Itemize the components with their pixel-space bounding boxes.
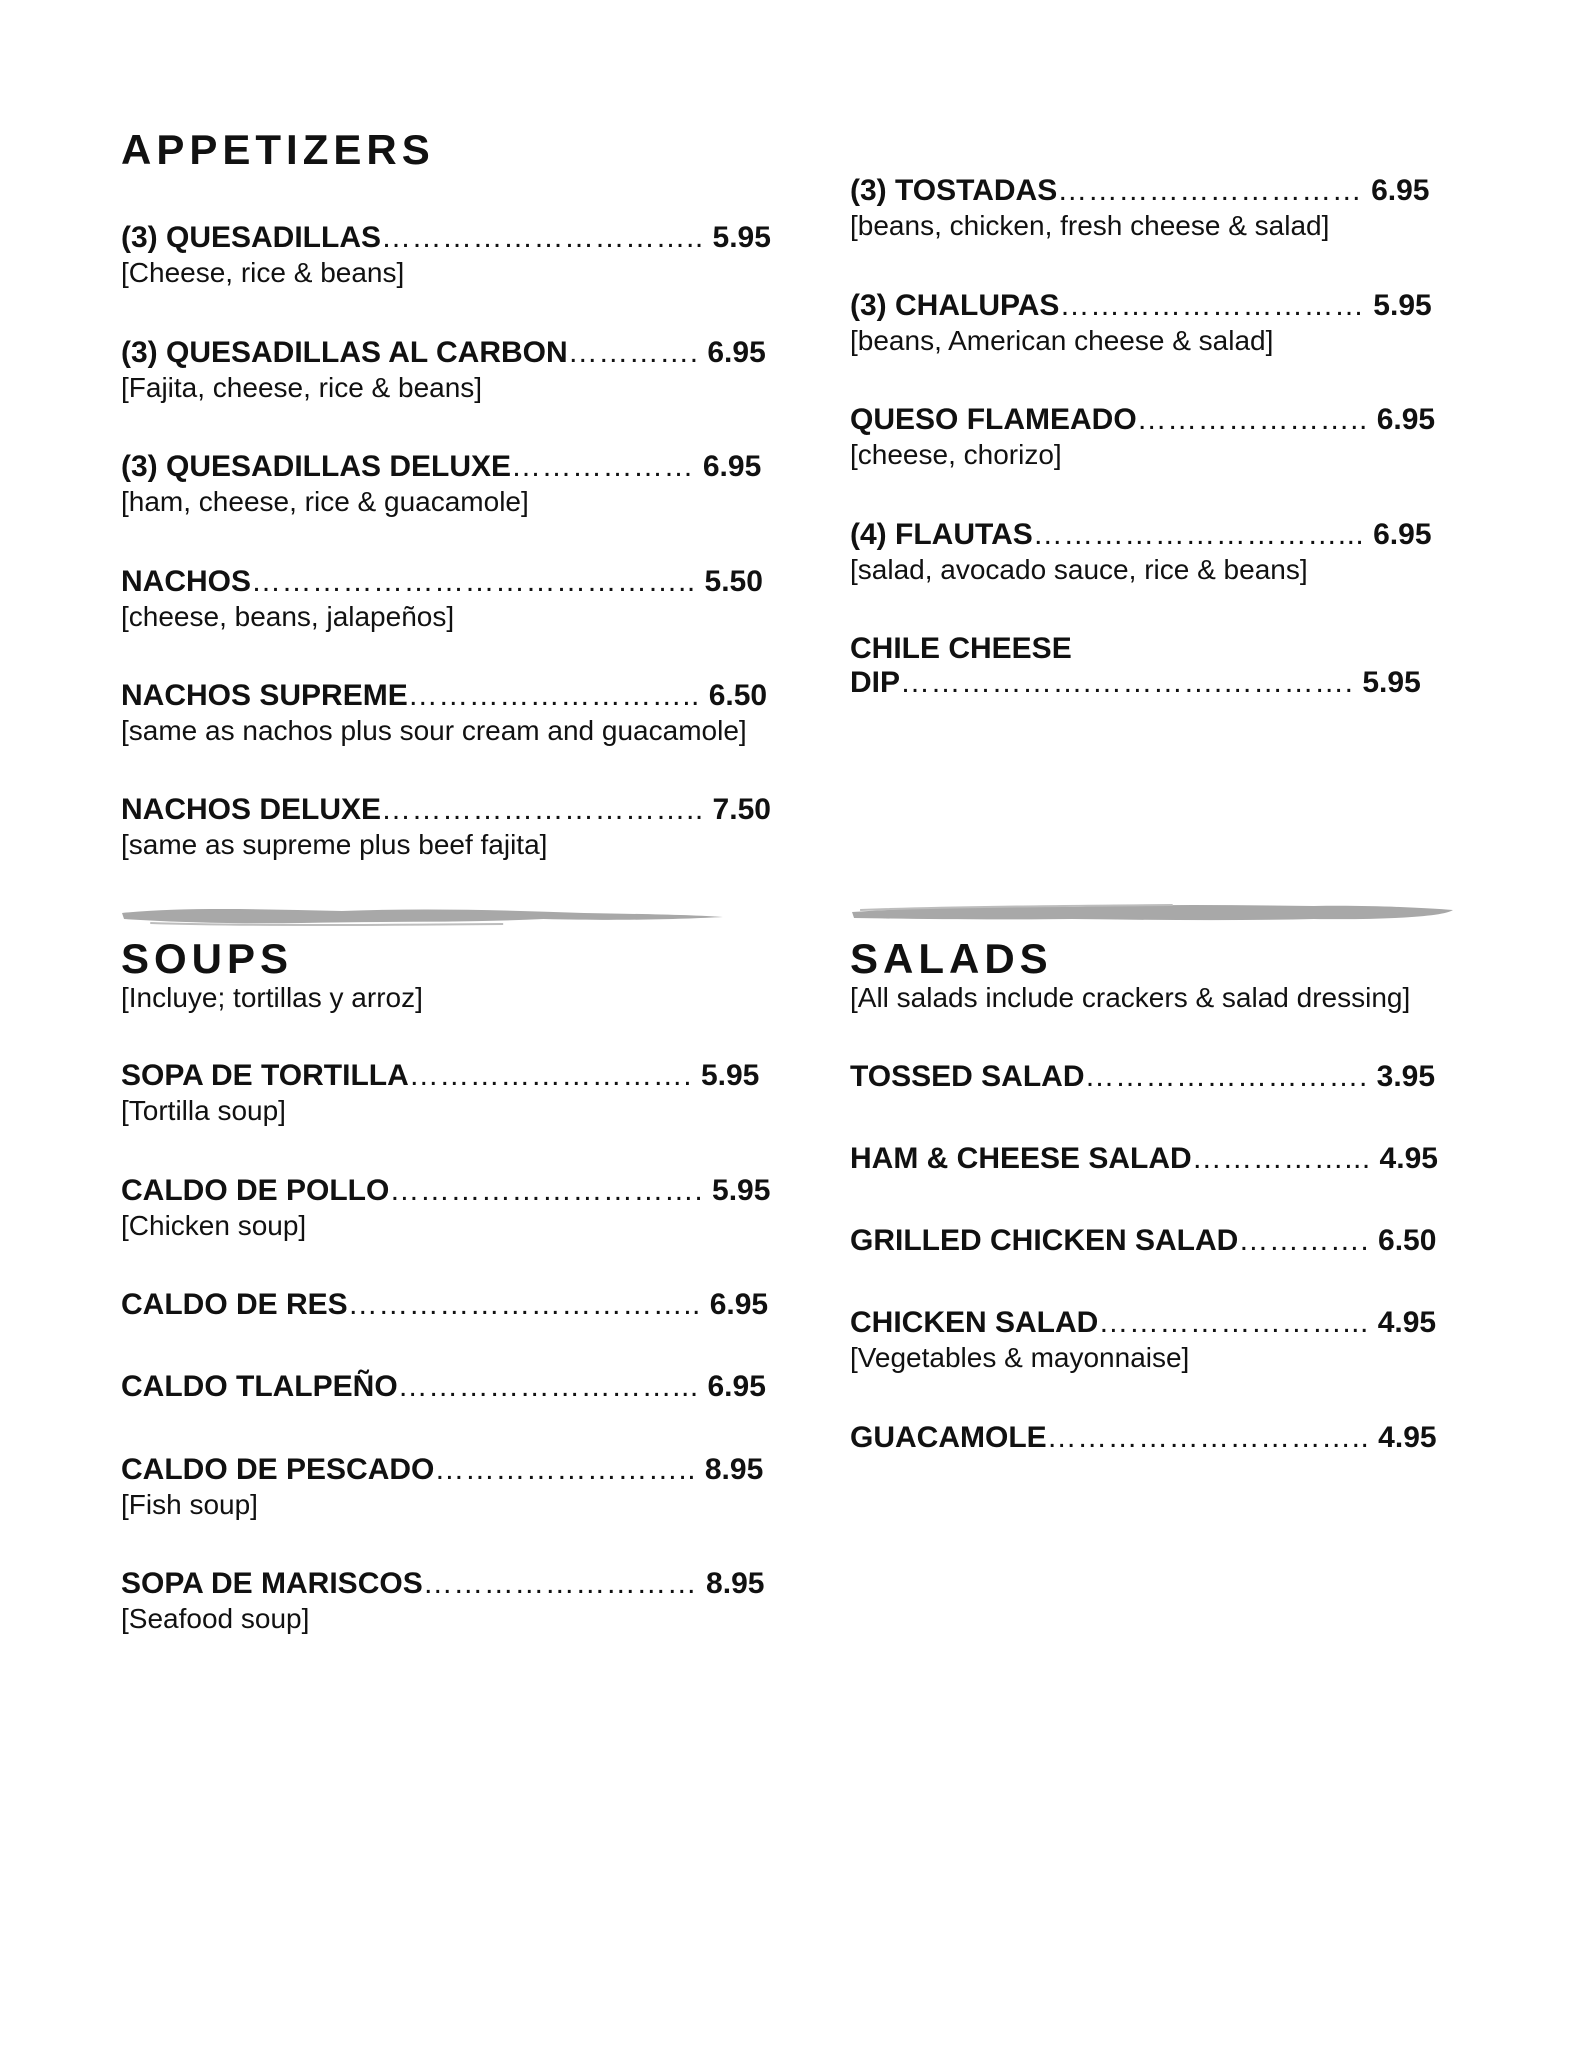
menu-item: [121, 1176, 786, 1240]
menu-item: [121, 795, 786, 859]
item-price: 5.95: [712, 1174, 771, 1207]
item-name: CHILE CHEESE: [850, 632, 1072, 665]
brush-stroke-icon: [850, 902, 1455, 924]
item-price: 4.95: [1377, 1306, 1437, 1339]
menu-item: [850, 1144, 1515, 1174]
item-price: 8.95: [704, 1453, 764, 1486]
item-price: 6.95: [1371, 174, 1430, 207]
item-dots: ……………………….: [408, 1059, 701, 1092]
item-description: [Fajita, cheese, rice & beans]: [121, 372, 483, 403]
soups-note: [Incluye; tortillas y arroz]: [121, 982, 423, 1013]
item-description: [beans, chicken, fresh cheese & salad]: [850, 210, 1330, 241]
item-price: 5.95: [712, 221, 771, 254]
item-dots: ……………………..: [434, 1453, 705, 1486]
item-dots: ………….: [567, 336, 708, 369]
item-description: [same as nachos plus sour cream and guacamole]: [121, 715, 747, 746]
item-price: 4.95: [1378, 1421, 1437, 1454]
item-price: 5.50: [704, 565, 763, 598]
item-description: [salad, avocado sauce, rice & beans]: [850, 554, 1308, 585]
item-name: TOSSED SALAD: [850, 1060, 1085, 1093]
item-description: [Seafood soup]: [121, 1603, 310, 1634]
item-dots: ……………………….: [1084, 1060, 1377, 1093]
item-price: 6.95: [707, 1370, 766, 1403]
item-name: (3) CHALUPAS: [850, 289, 1060, 322]
appetizers-title: APPETIZERS: [121, 126, 435, 173]
item-description: [cheese, chorizo]: [850, 439, 1062, 470]
item-dots: …………………..: [1136, 403, 1377, 436]
item-name: (4) FLAUTAS: [850, 518, 1033, 551]
item-name: NACHOS: [121, 565, 252, 598]
item-name: HAM & CHEESE SALAD: [850, 1142, 1192, 1175]
item-name: (3) QUESADILLAS DELUXE: [121, 450, 512, 483]
item-price: 8.95: [706, 1567, 765, 1600]
item-price: 4.95: [1379, 1142, 1438, 1175]
item-description: [cheese, beans, jalapeños]: [121, 601, 455, 632]
item-name: (3) QUESADILLAS: [121, 221, 382, 254]
menu-item: [121, 681, 786, 745]
item-price: 6.50: [1378, 1224, 1437, 1257]
item-name: CHICKEN SALAD: [850, 1306, 1099, 1339]
item-dots: ………………………..: [407, 679, 709, 712]
item-name: CALDO DE POLLO: [121, 1174, 390, 1207]
item-dots: …………………………: [1059, 289, 1374, 322]
menu-item: [121, 1290, 786, 1320]
item-name: NACHOS SUPREME: [121, 679, 408, 712]
item-price: 6.95: [707, 336, 766, 369]
menu-item: [850, 1308, 1515, 1372]
item-name: GRILLED CHICKEN SALAD: [850, 1224, 1239, 1257]
item-dots: ………………………: [422, 1567, 707, 1600]
item-name: QUESO FLAMEADO: [850, 403, 1137, 436]
menu-item: [121, 223, 786, 287]
item-name-continued: DIP: [850, 666, 901, 699]
brush-stroke-icon: [120, 905, 725, 927]
menu-item: [850, 405, 1515, 469]
menu-item: [121, 1455, 786, 1519]
item-description: [Cheese, rice & beans]: [121, 257, 405, 288]
item-price: 5.95: [700, 1059, 760, 1092]
menu-item: [121, 452, 786, 516]
item-dots: …………………………: [1057, 174, 1372, 207]
menu-item: [121, 1569, 786, 1633]
item-description: [Fish soup]: [121, 1489, 258, 1520]
item-description: [Tortilla soup]: [121, 1095, 286, 1126]
menu-item: [121, 1061, 786, 1125]
salads-title: SALADS: [850, 935, 1053, 982]
item-price: 6.95: [1376, 403, 1436, 436]
item-name: NACHOS DELUXE: [121, 793, 382, 826]
item-dots: …………………………..: [381, 793, 713, 826]
item-dots: …………………………..: [1046, 1421, 1379, 1454]
item-dots: …………………………...: [1032, 518, 1374, 551]
menu-item: [121, 338, 786, 402]
item-dots: ………………: [511, 450, 703, 483]
item-price: 7.50: [712, 793, 771, 826]
brush-divider-right: [850, 902, 1455, 924]
brush-divider-left: [120, 905, 725, 927]
item-dots: ……………………………..: [347, 1288, 710, 1321]
item-price: 5.95: [1362, 666, 1421, 699]
item-price: 6.50: [708, 679, 768, 712]
item-name: CALDO TLALPEÑO: [121, 1370, 398, 1403]
item-price: 5.95: [1373, 289, 1432, 322]
menu-item: [121, 1372, 786, 1402]
menu-item: [850, 176, 1515, 240]
soups-title: SOUPS: [121, 935, 294, 982]
item-description: [beans, American cheese & salad]: [850, 325, 1274, 356]
item-description: [Vegetables & mayonnaise]: [850, 1342, 1190, 1373]
menu-item: [850, 634, 1515, 698]
item-dots: …………………………..: [381, 221, 713, 254]
item-dots: ……………….………….………….: [900, 666, 1363, 699]
menu-item: [850, 520, 1515, 584]
menu-item: [850, 1226, 1515, 1256]
item-dots: ………………………...: [397, 1370, 708, 1403]
menu-item: [850, 291, 1515, 355]
menu-item: [850, 1423, 1515, 1453]
menu-item: [121, 567, 786, 631]
item-name: GUACAMOLE: [850, 1421, 1047, 1454]
item-dots: ……………………………………..: [251, 565, 705, 598]
item-name: SOPA DE TORTILLA: [121, 1059, 409, 1092]
item-dots: ……………...: [1191, 1142, 1380, 1175]
item-description: [Chicken soup]: [121, 1210, 307, 1241]
item-name: SOPA DE MARISCOS: [121, 1567, 423, 1600]
item-name: CALDO DE RES: [121, 1288, 348, 1321]
item-price: 3.95: [1376, 1060, 1436, 1093]
item-name: CALDO DE PESCADO: [121, 1453, 435, 1486]
salads-note: [All salads include crackers & salad dressing]: [850, 982, 1411, 1013]
item-dots: ………….: [1238, 1224, 1379, 1257]
item-price: 6.95: [709, 1288, 769, 1321]
menu-item: [850, 1062, 1515, 1092]
item-description: [ham, cheese, rice & guacamole]: [121, 486, 529, 517]
item-name: (3) TOSTADAS: [850, 174, 1058, 207]
item-name: (3) QUESADILLAS AL CARBON: [121, 336, 568, 369]
item-dots: ………………………….: [389, 1174, 713, 1207]
item-dots: ……………………...: [1098, 1306, 1378, 1339]
item-description: [same as supreme plus beef fajita]: [121, 829, 548, 860]
item-price: 6.95: [702, 450, 762, 483]
item-price: 6.95: [1373, 518, 1432, 551]
